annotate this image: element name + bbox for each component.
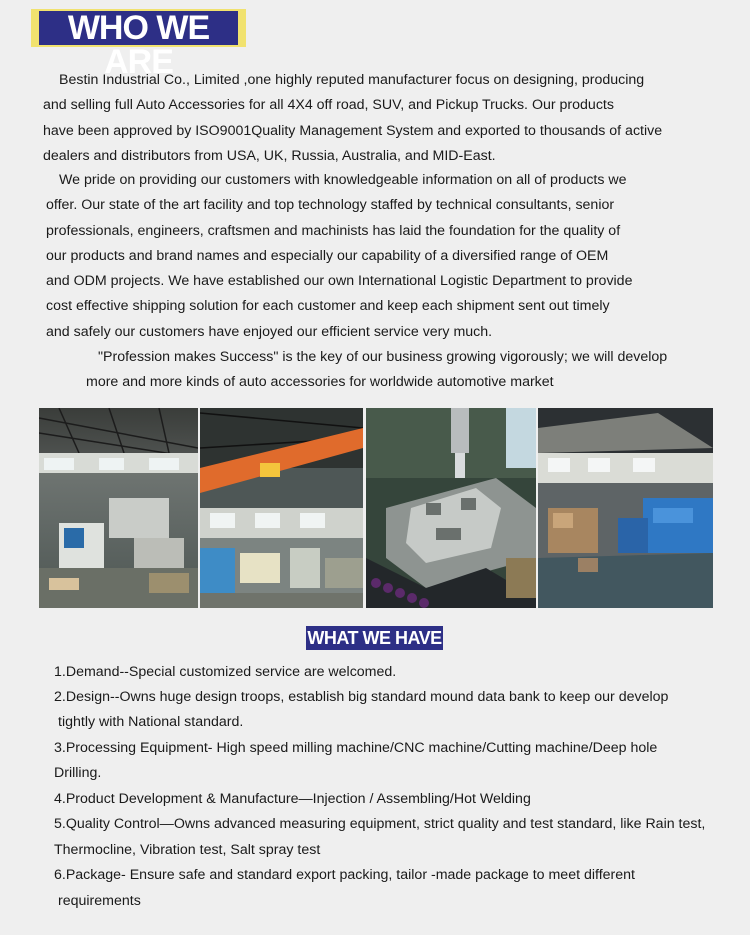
intro-line: professionals, engineers, craftsmen and machinists has laid the foundation for the quality of [46, 223, 621, 239]
intro-line: "Profession makes Success" is the key of our business growing vigorously; we will develop [98, 349, 668, 365]
intro-line: and safely our customers have enjoyed our efficient service very much. [46, 324, 493, 340]
intro-line: offer. Our state of the art facility and top technology staffed by technical consultants, senior [46, 197, 615, 213]
page-title: WHO WE ARE [39, 11, 238, 45]
intro-line: and ODM projects. We have established our own International Logistic Department to provide [46, 273, 633, 289]
list-item: requirements [58, 893, 141, 909]
intro-line: dealers and distributors from USA, UK, Russia, Australia, and MID-East. [43, 148, 496, 164]
header-banner [31, 9, 246, 81]
intro-line: more and more kinds of auto accessories for worldwide automotive market [86, 374, 554, 390]
intro-line: our products and brand names and especially our capability of a diversified range of OEM [46, 248, 609, 264]
list-item: 6.Package- Ensure safe and standard export packing, tailor -made package to meet different [54, 867, 635, 883]
intro-line: cost effective shipping solution for each customer and keep each shipment sent out timely [46, 298, 610, 314]
overhead-crane-photo [200, 408, 363, 608]
list-item: 5.Quality Control—Owns advanced measuring equipment, strict quality and test standard, like Rain test, [54, 816, 706, 832]
list-item: 3.Processing Equipment- High speed milling machine/CNC machine/Cutting machine/Deep hole [54, 740, 658, 756]
list-item: 4.Product Development & Manufacture—Injection / Assembling/Hot Welding [54, 791, 531, 807]
list-item: Drilling. [54, 765, 102, 781]
factory-photos [39, 408, 713, 608]
intro-line: and selling full Auto Accessories for all 4X4 off road, SUV, and Pickup Trucks. Our products [43, 97, 614, 113]
list-item: tightly with National standard. [58, 714, 244, 730]
list-item: Thermocline, Vibration test, Salt spray test [54, 842, 321, 858]
intro-line: We pride on providing our customers with knowledgeable information on all of products we [59, 172, 627, 188]
injection-molding-photo [538, 408, 713, 608]
factory-floor-photo [39, 408, 198, 608]
cnc-machining-photo [366, 408, 536, 608]
list-item: 2.Design--Owns huge design troops, establish big standard mound data bank to keep our develop [54, 689, 669, 705]
intro-line: have been approved by ISO9001Quality Management System and exported to thousands of active [43, 123, 663, 139]
list-item: 1.Demand--Special customized service are welcomed. [54, 664, 397, 680]
section-title: WHAT WE HAVE [307, 628, 442, 648]
intro-line: Bestin Industrial Co., Limited ,one highly reputed manufacturer focus on designing, producing [59, 72, 645, 88]
